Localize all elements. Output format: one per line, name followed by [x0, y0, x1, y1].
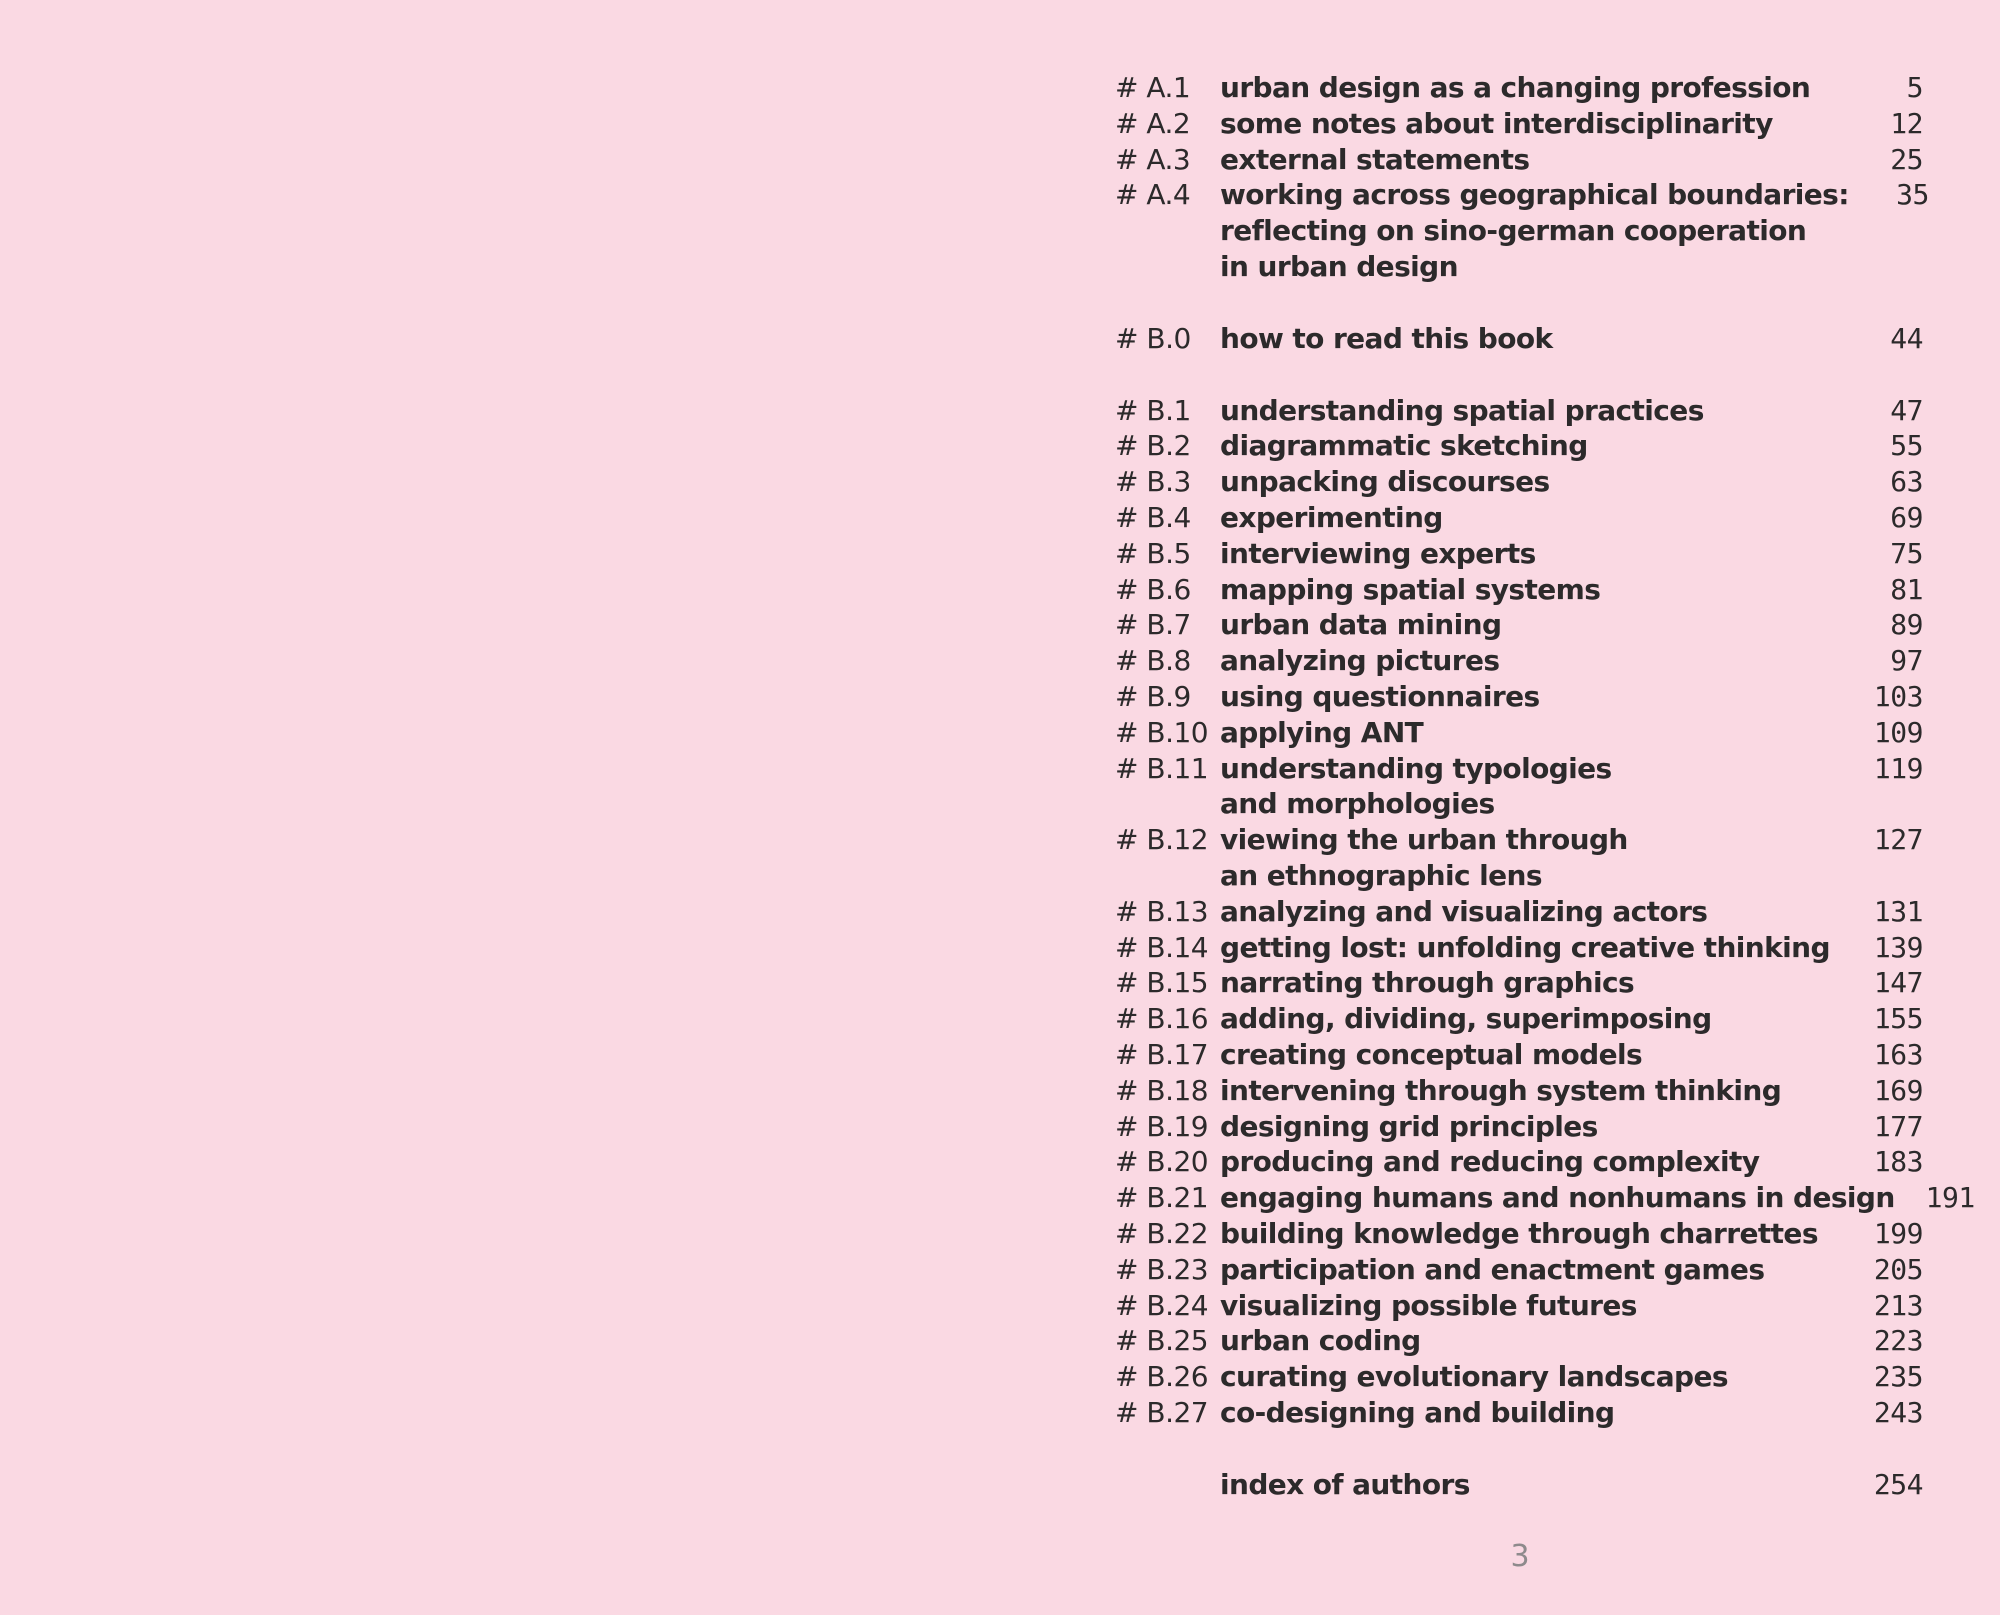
toc-entry-title-line: urban coding	[1220, 1324, 1421, 1358]
toc-entry-page-number: 169	[1873, 1073, 1923, 1107]
toc-entry-title-line: intervening through system thinking	[1220, 1073, 1782, 1107]
toc-entry-title-line: working across geographical boundaries:	[1220, 178, 1849, 212]
toc-entry[interactable]	[1115, 536, 1923, 572]
toc-entry-code: # A.4	[1115, 178, 1191, 212]
toc-entry-title	[1220, 751, 1843, 823]
toc-entry-page-number: 47	[1890, 393, 1923, 427]
toc-entry-title	[1220, 428, 1843, 464]
toc-entry-title	[1220, 393, 1843, 429]
toc-entry-title-line: unpacking discourses	[1220, 465, 1550, 499]
toc-entry-title-line: urban design as a changing profession	[1220, 71, 1811, 104]
toc-entry-code: # B.20	[1115, 1145, 1209, 1179]
toc-entry-title	[1220, 321, 1843, 357]
toc-entry[interactable]	[1115, 1467, 1923, 1503]
toc-entry-page-number: 139	[1873, 930, 1923, 964]
toc-entry-title	[1220, 679, 1843, 715]
toc-entry-title	[1220, 965, 1843, 1001]
toc-entry-page-number: 235	[1873, 1360, 1923, 1394]
page-number: 3	[1510, 1539, 1530, 1574]
toc-entry[interactable]	[1115, 643, 1923, 679]
toc-entry-page-number: 213	[1873, 1288, 1923, 1322]
toc-entry-title-line: visualizing possible futures	[1220, 1288, 1637, 1322]
toc-entry[interactable]	[1115, 177, 1929, 284]
toc-entry-code: # B.12	[1115, 823, 1209, 857]
toc-entry-title-line: interviewing experts	[1220, 536, 1536, 570]
toc-entry-title-line: how to read this book	[1220, 321, 1553, 355]
toc-entry-title	[1220, 70, 1843, 106]
toc-entry-code: # B.24	[1115, 1288, 1209, 1322]
toc-entry-page-number: 254	[1873, 1467, 1923, 1501]
toc-entry-title-line: analyzing and visualizing actors	[1220, 894, 1708, 928]
toc-entry-page-number: 131	[1873, 894, 1923, 928]
toc-entry-page-number: 199	[1873, 1216, 1923, 1250]
toc-entry-title-line: applying ANT	[1220, 715, 1424, 749]
toc-entry-code: # B.23	[1115, 1252, 1209, 1286]
toc-entry-title-line: in urban design	[1220, 249, 1458, 283]
toc-entry-title	[1220, 894, 1843, 930]
toc-entry[interactable]	[1115, 1109, 1923, 1145]
toc-entry-title-line: using questionnaires	[1220, 679, 1540, 713]
toc-entry-title	[1220, 177, 1849, 284]
toc-entry[interactable]	[1115, 1144, 1923, 1180]
toc-entry-page-number: 103	[1873, 679, 1923, 713]
toc-entry[interactable]	[1115, 965, 1923, 1001]
toc-entry[interactable]	[1115, 751, 1923, 823]
toc-entry-title	[1220, 1395, 1843, 1431]
toc-entry-code: # B.9	[1115, 679, 1191, 713]
toc-entry-page-number: 89	[1890, 608, 1923, 642]
toc-entry[interactable]	[1115, 1252, 1923, 1288]
toc-entry-code: # B.0	[1115, 321, 1191, 355]
toc-entry-title	[1220, 536, 1843, 572]
toc-entry[interactable]	[1115, 500, 1923, 536]
toc-entry-title-line: producing and reducing complexity	[1220, 1145, 1760, 1179]
toc-entry-page-number: 25	[1890, 142, 1923, 176]
toc-entry-title	[1220, 464, 1843, 500]
toc-entry-title	[1220, 607, 1843, 643]
toc-entry-page-number: 155	[1873, 1002, 1923, 1036]
toc-entry[interactable]	[1115, 1395, 1923, 1431]
toc-entry-code: # B.21	[1115, 1181, 1209, 1215]
toc-entry-title-line: adding, dividing, superimposing	[1220, 1002, 1712, 1036]
toc-entry-code: # B.13	[1115, 894, 1209, 928]
toc-entry-code: # B.7	[1115, 608, 1191, 642]
toc-entry-page-number: 183	[1873, 1145, 1923, 1179]
toc-entry-page-number: 223	[1873, 1324, 1923, 1358]
toc-entry[interactable]	[1115, 679, 1923, 715]
toc-entry-code: # B.3	[1115, 465, 1191, 499]
toc-entry[interactable]	[1115, 1323, 1923, 1359]
toc-entry-title-line: some notes about interdisciplinarity	[1220, 106, 1773, 140]
toc-entry[interactable]	[1115, 715, 1923, 751]
toc-entry-title	[1220, 1037, 1843, 1073]
toc-entry[interactable]	[1115, 1001, 1923, 1037]
toc-entry-code: # B.4	[1115, 500, 1191, 534]
toc-entry-title	[1220, 1073, 1843, 1109]
toc-entry-code: # A.3	[1115, 142, 1191, 176]
toc-entry-page-number: 75	[1890, 536, 1923, 570]
toc-entry-title-line: getting lost: unfolding creative thinking	[1220, 930, 1830, 964]
toc-entry-title-line: understanding typologies	[1220, 751, 1612, 785]
toc-entry-code: # B.15	[1115, 966, 1209, 1000]
toc-entry-title-line: index of authors	[1220, 1467, 1470, 1501]
toc-entry-title-line: external statements	[1220, 142, 1530, 176]
toc-entry-title-line: viewing the urban through	[1220, 823, 1628, 857]
toc-entry[interactable]	[1115, 1216, 1923, 1252]
toc-entry[interactable]	[1115, 70, 1923, 106]
toc-entry-code: # A.2	[1115, 106, 1191, 140]
toc-entry[interactable]	[1115, 321, 1923, 357]
toc-entry[interactable]	[1115, 142, 1923, 178]
toc-entry-code: # B.5	[1115, 536, 1191, 570]
toc-entry-page-number: 44	[1890, 321, 1923, 355]
toc-entry-title-line: building knowledge through charrettes	[1220, 1216, 1818, 1250]
toc-entry-title-line: urban data mining	[1220, 608, 1502, 642]
toc-entry-code: # B.25	[1115, 1324, 1209, 1358]
toc-entry-code: # B.27	[1115, 1395, 1209, 1429]
toc-entry-title	[1220, 1252, 1843, 1288]
toc-entry-code: # B.18	[1115, 1073, 1209, 1107]
toc-entry-code: # A.1	[1115, 71, 1191, 104]
toc-entry[interactable]	[1115, 1288, 1923, 1324]
toc-entry-title-line: diagrammatic sketching	[1220, 429, 1588, 463]
toc-entry-title	[1220, 715, 1843, 751]
toc-entry-page-number: 163	[1873, 1037, 1923, 1071]
toc-entry-page-number: 119	[1873, 751, 1923, 785]
toc-entry-code: # B.22	[1115, 1216, 1209, 1250]
toc-entry[interactable]	[1115, 1359, 1923, 1395]
toc-entry-page-number: 147	[1873, 966, 1923, 1000]
toc-entry[interactable]	[1115, 894, 1923, 930]
toc-entry[interactable]	[1115, 607, 1923, 643]
toc-entry-code: # B.2	[1115, 429, 1191, 463]
toc-entry-code: # B.8	[1115, 644, 1191, 678]
toc-entry[interactable]	[1115, 393, 1923, 429]
toc-entry-page-number: 69	[1890, 500, 1923, 534]
toc-entry-page-number: 191	[1925, 1181, 1975, 1215]
toc-entry-code: # B.16	[1115, 1002, 1209, 1036]
toc-entry-page-number: 243	[1873, 1395, 1923, 1429]
toc-entry-title	[1220, 822, 1843, 894]
toc-entry-title-line: creating conceptual models	[1220, 1037, 1643, 1071]
toc-entry-title	[1220, 930, 1843, 966]
toc-entry[interactable]	[1115, 464, 1923, 500]
toc-entry[interactable]	[1115, 428, 1923, 464]
toc-entry-page-number: 81	[1890, 572, 1923, 606]
toc-entry[interactable]	[1115, 106, 1923, 142]
toc-entry-title-line: an ethnographic lens	[1220, 858, 1542, 892]
toc-entry-code: # B.10	[1115, 715, 1209, 749]
toc-entry-title-line: designing grid principles	[1220, 1109, 1598, 1143]
toc-entry-page-number: 97	[1890, 644, 1923, 678]
toc-entry[interactable]	[1115, 572, 1923, 608]
toc-entry[interactable]	[1115, 822, 1923, 894]
toc-entry-page-number: 5	[1906, 71, 1923, 104]
toc-entry-title-line: narrating through graphics	[1220, 966, 1635, 1000]
toc-entry-title-line: engaging humans and nonhumans in design	[1220, 1181, 1895, 1215]
toc-entry-code: # B.14	[1115, 930, 1209, 964]
toc-entry-title	[1220, 572, 1843, 608]
toc-entry-title-line: mapping spatial systems	[1220, 572, 1601, 606]
toc-entry-code: # B.11	[1115, 751, 1209, 785]
toc-entry-code: # B.17	[1115, 1037, 1209, 1071]
toc-entry-page-number: 35	[1896, 178, 1929, 212]
toc-entry-title	[1220, 1216, 1843, 1252]
toc-entry[interactable]	[1115, 1073, 1923, 1109]
toc-entry-title-line: analyzing pictures	[1220, 644, 1500, 678]
toc-entry-page-number: 177	[1873, 1109, 1923, 1143]
toc-entry-title	[1220, 643, 1843, 679]
toc-entry-title	[1220, 1323, 1843, 1359]
toc-entry-page-number: 55	[1890, 429, 1923, 463]
toc-entry[interactable]	[1115, 1180, 1975, 1216]
toc-entry-title	[1220, 1109, 1843, 1145]
toc-entry-page-number: 205	[1873, 1252, 1923, 1286]
table-of-contents	[1115, 70, 1975, 1502]
toc-entry-title	[1220, 1288, 1843, 1324]
toc-entry-code: # B.6	[1115, 572, 1191, 606]
toc-entry-page-number: 12	[1890, 106, 1923, 140]
toc-entry-title-line: and morphologies	[1220, 787, 1495, 821]
toc-entry-title	[1220, 500, 1843, 536]
toc-entry-title	[1220, 1144, 1843, 1180]
toc-entry-title-line: participation and enactment games	[1220, 1252, 1765, 1286]
toc-entry-title	[1220, 1180, 1895, 1216]
toc-entry-code: # B.19	[1115, 1109, 1209, 1143]
toc-entry[interactable]	[1115, 930, 1923, 966]
toc-entry[interactable]	[1115, 1037, 1923, 1073]
toc-entry-title	[1220, 1001, 1843, 1037]
toc-entry-title-line: experimenting	[1220, 500, 1443, 534]
toc-entry-title-line: curating evolutionary landscapes	[1220, 1360, 1728, 1394]
toc-entry-title-line: reflecting on sino-german cooperation	[1220, 214, 1807, 248]
toc-entry-code: # B.1	[1115, 393, 1191, 427]
toc-entry-page-number: 127	[1873, 823, 1923, 857]
toc-entry-title-line: understanding spatial practices	[1220, 393, 1704, 427]
toc-entry-code: # B.26	[1115, 1360, 1209, 1394]
toc-entry-title	[1220, 1359, 1843, 1395]
toc-entry-title	[1220, 1467, 1843, 1503]
toc-entry-page-number: 63	[1890, 465, 1923, 499]
toc-entry-title	[1220, 106, 1843, 142]
toc-entry-page-number: 109	[1873, 715, 1923, 749]
toc-entry-title	[1220, 142, 1843, 178]
toc-entry-title-line: co-designing and building	[1220, 1395, 1615, 1429]
